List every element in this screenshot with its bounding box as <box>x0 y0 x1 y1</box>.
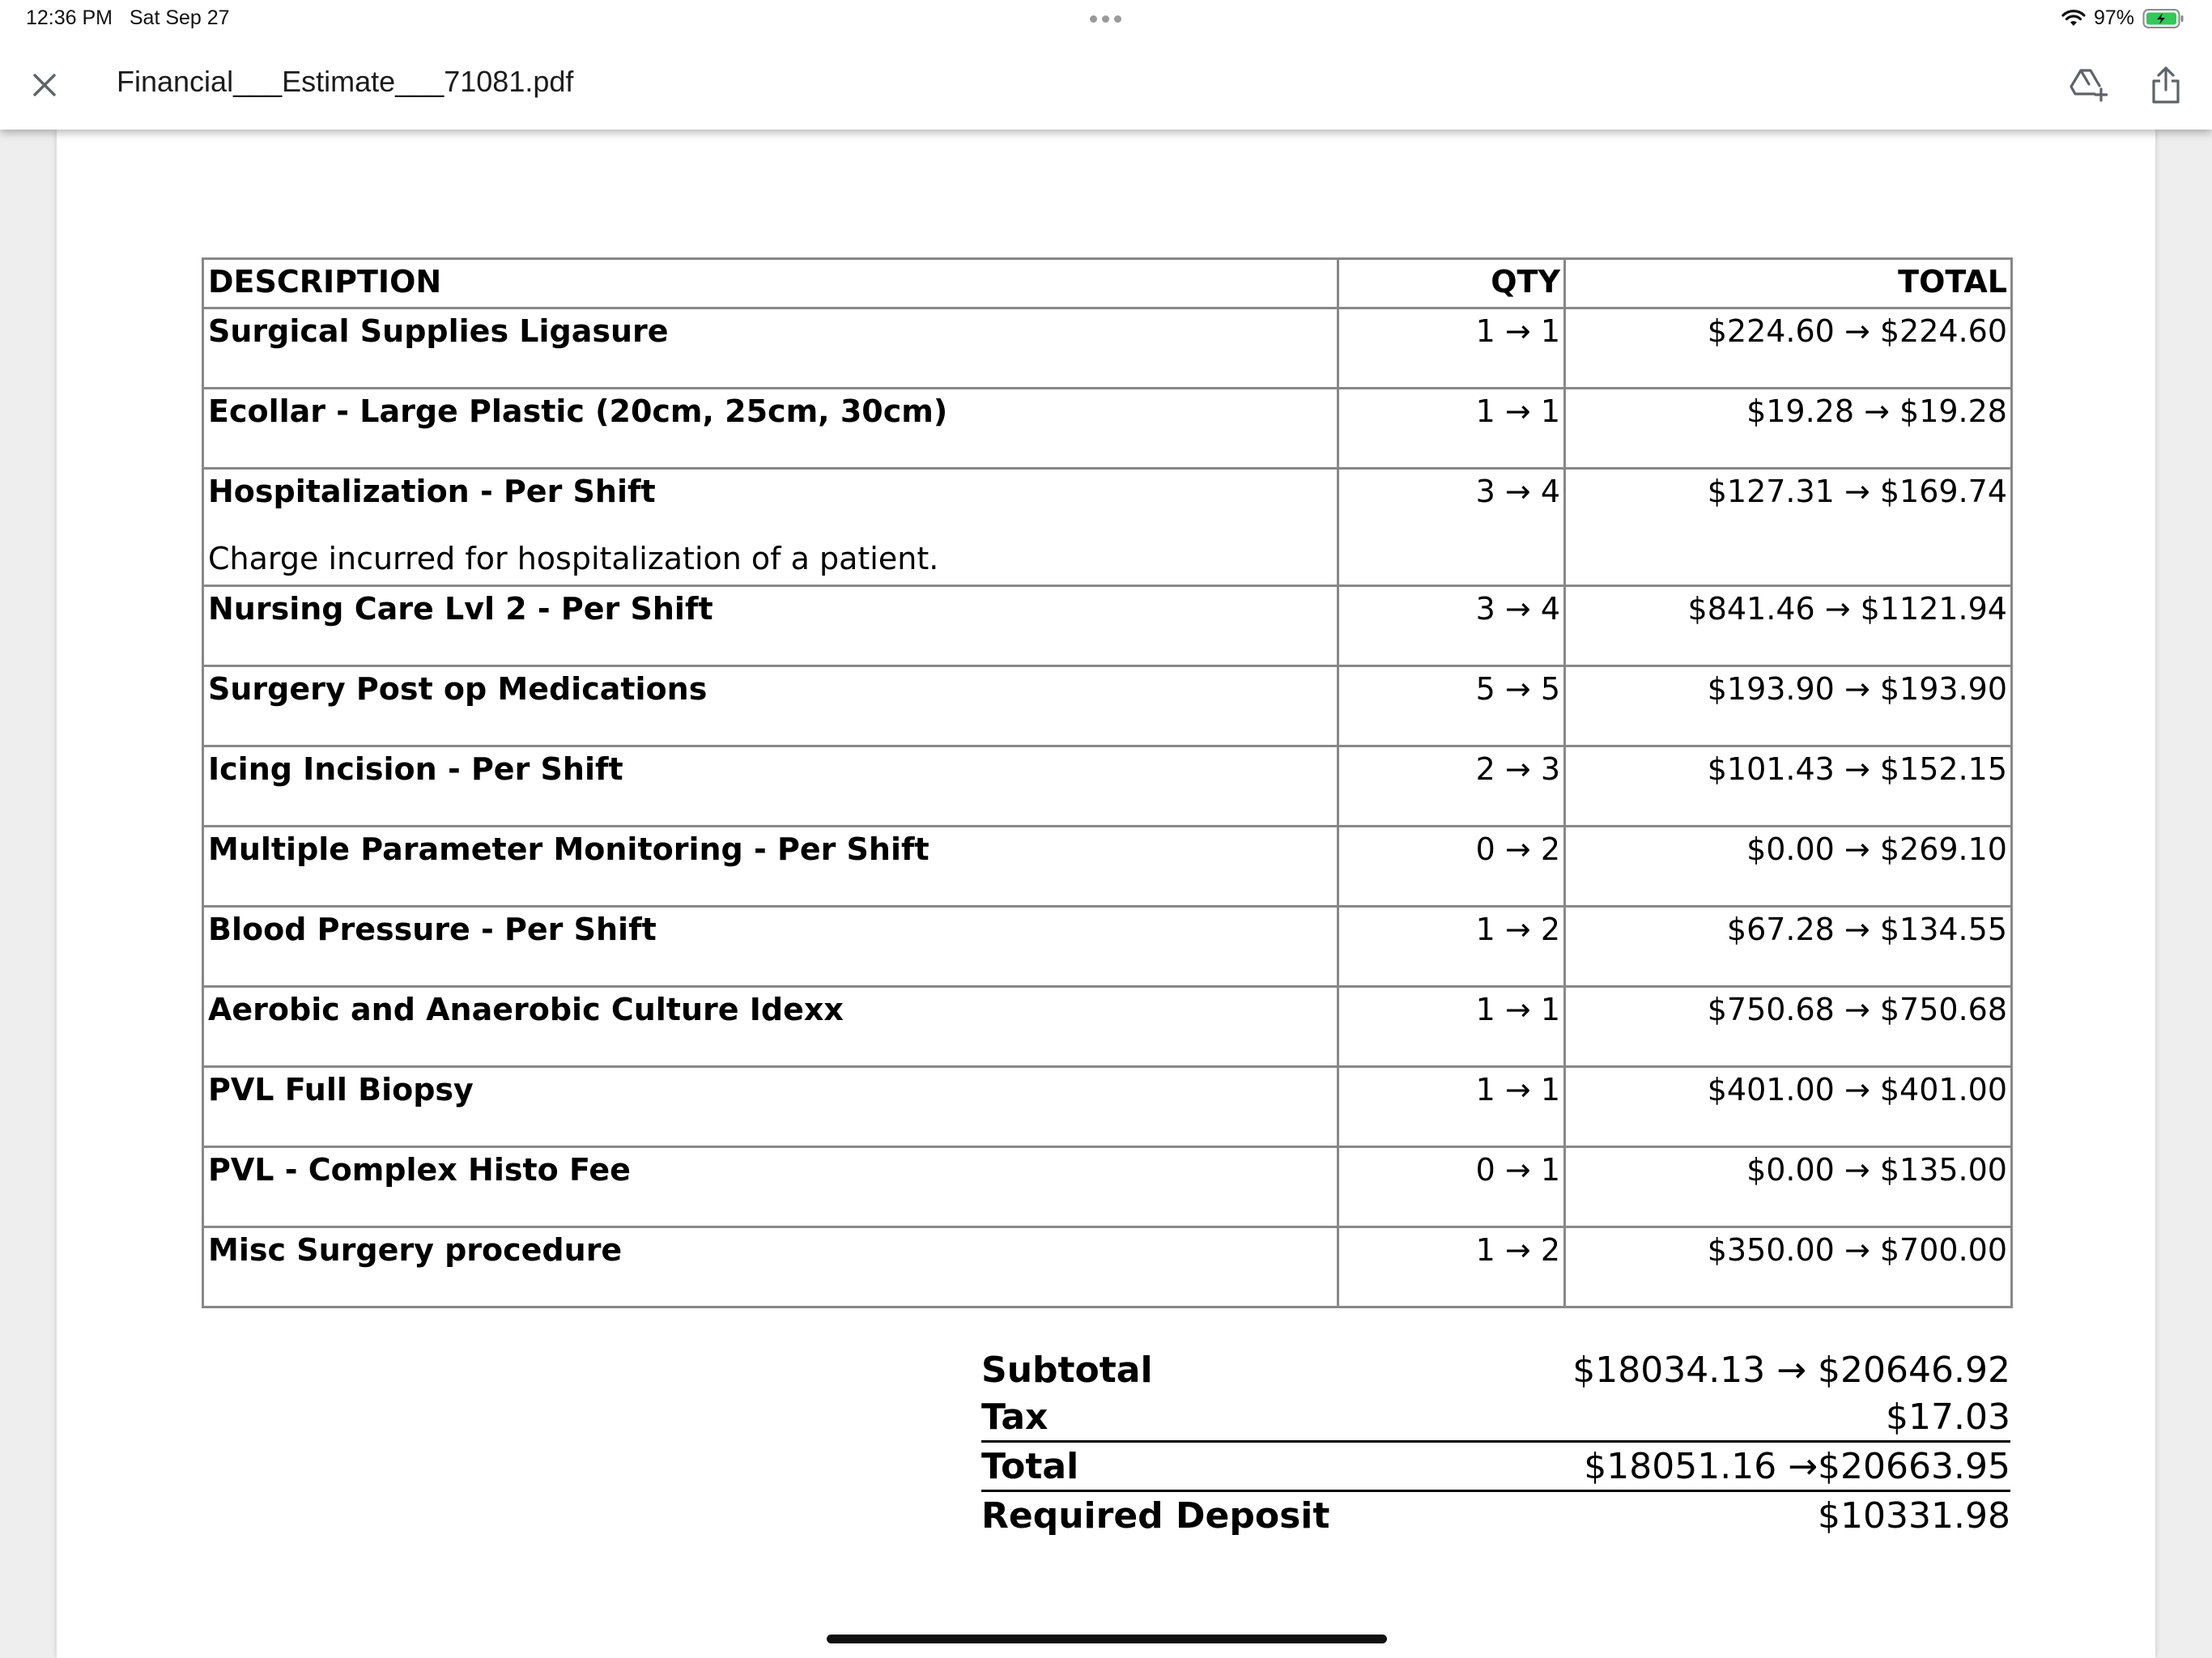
table-row <box>203 1147 2012 1227</box>
row-description <box>203 827 1338 907</box>
row-total: $127.31 → $169.74 <box>1565 469 2012 586</box>
row-description <box>203 308 1338 389</box>
more-dots-icon[interactable] <box>1090 15 1121 23</box>
table-row <box>203 469 2012 586</box>
row-qty: 1 → 2 <box>1338 1227 1565 1307</box>
total-row <box>981 1440 2010 1490</box>
table-header-row <box>203 259 2012 308</box>
subtotal-label: Subtotal <box>981 1349 1153 1391</box>
header-description: DESCRIPTION <box>203 259 1338 308</box>
row-total: $350.00 → $700.00 <box>1565 1227 2012 1307</box>
row-description <box>203 1147 1338 1227</box>
row-qty: 1 → 1 <box>1338 308 1565 389</box>
row-qty: 0 → 1 <box>1338 1147 1565 1227</box>
table-row <box>203 1067 2012 1147</box>
item-name: Ecollar - Large Plastic (20cm, 25cm, 30cm) <box>208 393 948 429</box>
row-description <box>203 469 1338 586</box>
header-total: TOTAL <box>1565 259 2012 308</box>
item-name: Blood Pressure - Per Shift <box>208 912 657 947</box>
item-name: Surgical Supplies Ligasure <box>208 313 669 349</box>
battery-charging-icon <box>2142 8 2184 29</box>
row-description <box>203 389 1338 469</box>
item-name: PVL Full Biopsy <box>208 1072 474 1107</box>
tax-value: $17.03 <box>1886 1396 2010 1438</box>
item-name: Surgery Post op Medications <box>208 671 708 707</box>
status-time <box>26 6 230 30</box>
table-row <box>203 666 2012 746</box>
battery-percent: 97% <box>2093 6 2134 29</box>
row-qty: 1 → 1 <box>1338 389 1565 469</box>
deposit-value: $10331.98 <box>1818 1494 2010 1537</box>
table-row <box>203 586 2012 666</box>
row-qty: 5 → 5 <box>1338 666 1565 746</box>
row-total: $101.43 → $152.15 <box>1565 746 2012 827</box>
tax-label: Tax <box>981 1396 1049 1438</box>
row-qty: 3 → 4 <box>1338 586 1565 666</box>
subtotal-value: $18034.13 → $20646.92 <box>1572 1349 2010 1391</box>
row-qty: 1 → 1 <box>1338 1067 1565 1147</box>
row-description <box>203 746 1338 827</box>
share-button[interactable] <box>2144 63 2188 107</box>
row-total: $0.00 → $269.10 <box>1565 827 2012 907</box>
status-date: Sat Sep 27 <box>129 6 230 29</box>
pdf-page <box>57 130 2155 1658</box>
deposit-row <box>981 1490 2010 1539</box>
table-row <box>203 1227 2012 1307</box>
close-icon <box>32 72 57 98</box>
row-total: $0.00 → $135.00 <box>1565 1147 2012 1227</box>
row-qty: 1 → 1 <box>1338 987 1565 1067</box>
item-name: Hospitalization - Per Shift <box>208 474 656 509</box>
item-name: Nursing Care Lvl 2 - Per Shift <box>208 591 713 627</box>
row-qty: 0 → 2 <box>1338 827 1565 907</box>
item-name: Misc Surgery procedure <box>208 1232 623 1268</box>
totals-section <box>981 1346 2010 1539</box>
item-name: Icing Incision - Per Shift <box>208 751 623 787</box>
row-description <box>203 666 1338 746</box>
table-row <box>203 827 2012 907</box>
row-total: $67.28 → $134.55 <box>1565 907 2012 987</box>
tax-row <box>981 1393 2010 1440</box>
status-bar <box>0 0 2212 39</box>
row-description <box>203 1067 1338 1147</box>
table-row <box>203 987 2012 1067</box>
estimate-table <box>202 257 2013 1308</box>
row-description <box>203 987 1338 1067</box>
home-indicator[interactable] <box>827 1635 1387 1643</box>
row-total: $193.90 → $193.90 <box>1565 666 2012 746</box>
item-name: Multiple Parameter Monitoring - Per Shift <box>208 831 929 867</box>
row-description <box>203 907 1338 987</box>
deposit-label: Required Deposit <box>981 1494 1330 1537</box>
status-clock: 12:36 PM <box>26 6 113 29</box>
viewer-toolbar <box>0 39 2212 130</box>
row-description <box>203 586 1338 666</box>
row-total: $224.60 → $224.60 <box>1565 308 2012 389</box>
subtotal-row <box>981 1346 2010 1393</box>
close-button[interactable] <box>24 65 65 105</box>
row-qty: 1 → 2 <box>1338 907 1565 987</box>
add-to-drive-icon <box>2069 67 2108 103</box>
table-row <box>203 746 2012 827</box>
status-indicators <box>2061 6 2184 30</box>
wifi-icon <box>2061 9 2086 28</box>
document-title: Financial___Estimate___71081.pdf <box>117 65 574 98</box>
table-row <box>203 389 2012 469</box>
item-name: PVL - Complex Histo Fee <box>208 1152 631 1188</box>
total-label: Total <box>981 1445 1079 1487</box>
row-total: $841.46 → $1121.94 <box>1565 586 2012 666</box>
total-value: $18051.16 →$20663.95 <box>1584 1445 2010 1487</box>
table-row <box>203 308 2012 389</box>
row-total: $19.28 → $19.28 <box>1565 389 2012 469</box>
row-total: $401.00 → $401.00 <box>1565 1067 2012 1147</box>
row-total: $750.68 → $750.68 <box>1565 987 2012 1067</box>
table-row <box>203 907 2012 987</box>
row-qty: 3 → 4 <box>1338 469 1565 586</box>
item-name: Aerobic and Anaerobic Culture Idexx <box>208 992 844 1027</box>
row-qty: 2 → 3 <box>1338 746 1565 827</box>
header-qty: QTY <box>1338 259 1565 308</box>
item-note: Charge incurred for hospitalization of a patient. <box>208 541 939 576</box>
share-icon <box>2150 66 2182 104</box>
add-to-drive-button[interactable] <box>2066 63 2110 107</box>
row-description <box>203 1227 1338 1307</box>
